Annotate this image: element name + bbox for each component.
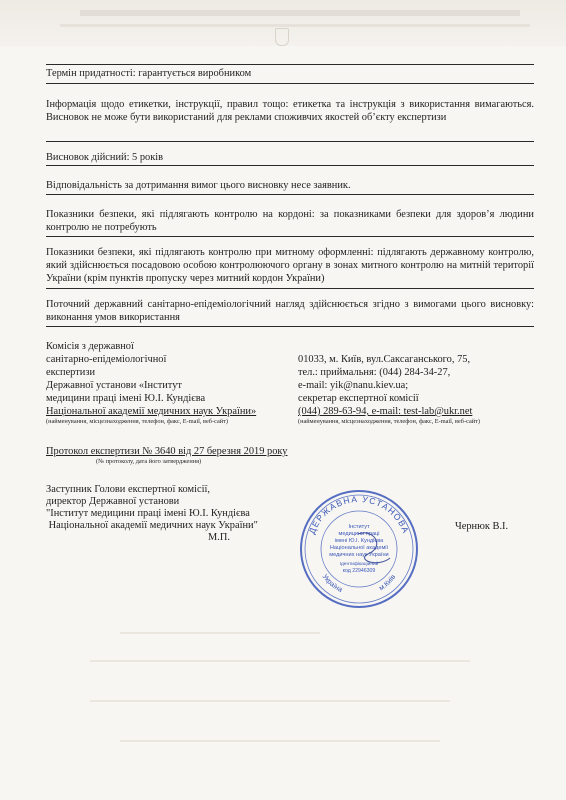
address-line: секретар експертної комісії bbox=[298, 393, 419, 404]
border-control: Показники безпеки, які підлягають контролю на кордоні: за показниками безпеки для здоров’я людини контролю не потребують bbox=[46, 209, 534, 233]
conclusion-valid: Висновок дійсний: 5 років bbox=[46, 152, 164, 163]
commission-name-caption: (найменування, місцезнаходження, телефон, факс, E-mail, веб-сайт) bbox=[46, 418, 228, 425]
commission-name-line: експертизи bbox=[46, 367, 96, 378]
protocol-block bbox=[46, 445, 534, 466]
faint-show-through bbox=[90, 660, 470, 662]
section-divider bbox=[46, 141, 534, 142]
signatory-line: Заступник Голови експертної комісії, bbox=[46, 484, 210, 495]
address-line: тел.: приймальня: (044) 284-34-27, bbox=[298, 367, 451, 378]
signatory-line: директор Державної установи bbox=[46, 496, 180, 507]
svg-text:Інститут: Інститут bbox=[348, 524, 370, 530]
commission-name-line: санітарно-епідеміологічної bbox=[46, 354, 167, 365]
previous-page-bleed bbox=[0, 0, 566, 46]
svg-text:Національної академії: Національної академії bbox=[329, 545, 389, 551]
commission-name-line: Державної установи «Інститут bbox=[46, 380, 182, 391]
customs-control: Показники безпеки, які підлягають контролю при митному оформленні: підлягають державному контролю, який здійснюється посадовою особою контролюючого органу в зонах митного контролю на митній території України (крім пунктів пропуску через митний кордон України) bbox=[46, 247, 534, 284]
signatory-name: Чернюк В.І. bbox=[455, 521, 509, 532]
commission-address bbox=[298, 353, 538, 426]
faint-show-through bbox=[90, 700, 450, 702]
svg-text:ДЕРЖАВНА УСТАНОВА: ДЕРЖАВНА УСТАНОВА bbox=[306, 493, 412, 536]
svg-text:код 22946309: код 22946309 bbox=[342, 568, 376, 574]
section-divider bbox=[46, 165, 534, 166]
signatory-line: Національної академії медичних наук України" bbox=[46, 520, 258, 531]
signatory-block bbox=[46, 484, 306, 544]
faded-header-line bbox=[60, 24, 530, 27]
official-seal-stamp bbox=[298, 488, 420, 610]
protocol-caption: (№ протоколу, дата його затвердження) bbox=[96, 458, 202, 465]
faded-header-line bbox=[80, 10, 520, 16]
svg-text:м.Київ: м.Київ bbox=[378, 573, 398, 593]
supervision: Поточний державний санітарно-епідеміологічний нагляд здійснюється згідно з вимогами цього висновку: виконання умов використання bbox=[46, 299, 534, 323]
commission-name-line: Національної академії медичних наук України» bbox=[46, 406, 257, 417]
svg-text:Україна: Україна bbox=[320, 573, 344, 594]
address-line: (044) 289-63-94, e-mail: test-lab@ukr.net bbox=[298, 406, 473, 417]
svg-text:медицини праці: медицини праці bbox=[338, 531, 380, 537]
seal-icon bbox=[298, 488, 420, 610]
faint-show-through bbox=[120, 632, 320, 634]
responsibility: Відповідальність за дотримання вимог цього висновку несе заявник. bbox=[46, 180, 351, 191]
validity-term: Термін придатності: гарантується виробником bbox=[46, 68, 252, 79]
section-divider bbox=[46, 83, 534, 84]
svg-text:медичних наук України: медичних наук України bbox=[329, 552, 389, 558]
section-divider bbox=[46, 326, 534, 327]
commission-name-line: медицини праці імені Ю.І. Кундієва bbox=[46, 393, 206, 404]
faint-show-through bbox=[120, 740, 440, 742]
address-line: 01033, м. Київ, вул.Саксаганського, 75, bbox=[298, 354, 471, 365]
svg-text:імені Ю.І. Кундієва: імені Ю.І. Кундієва bbox=[334, 538, 384, 544]
signatory-line: "Інститут медицини праці імені Ю.І. Кундієва bbox=[46, 508, 250, 519]
section-divider bbox=[46, 194, 534, 195]
faded-crest-mark bbox=[275, 28, 289, 46]
section-divider bbox=[46, 64, 534, 65]
seal-placeholder-mp: М.П. bbox=[208, 532, 230, 543]
commission-name bbox=[46, 340, 306, 426]
address-line: e-mail: yik@nanu.kiev.ua; bbox=[298, 380, 409, 391]
address-caption: (найменування, місцезнаходження, телефон, факс, E-mail, веб-сайт) bbox=[298, 418, 480, 425]
section-divider bbox=[46, 288, 534, 289]
svg-text:Ідентифікаційний: Ідентифікаційний bbox=[339, 562, 379, 567]
commission-name-line: Комісія з державної bbox=[46, 341, 134, 352]
section-divider bbox=[46, 236, 534, 237]
labeling-info: Інформація щодо етикетки, інструкції, правил тощо: етикетка та інструкція з використання вимагаються. Висновок не може бути використаний для реклами споживчих якостей об’єкту експертизи bbox=[46, 99, 534, 123]
protocol-reference: Протокол експертизи № 3640 від 27 березня 2019 року bbox=[46, 446, 288, 457]
